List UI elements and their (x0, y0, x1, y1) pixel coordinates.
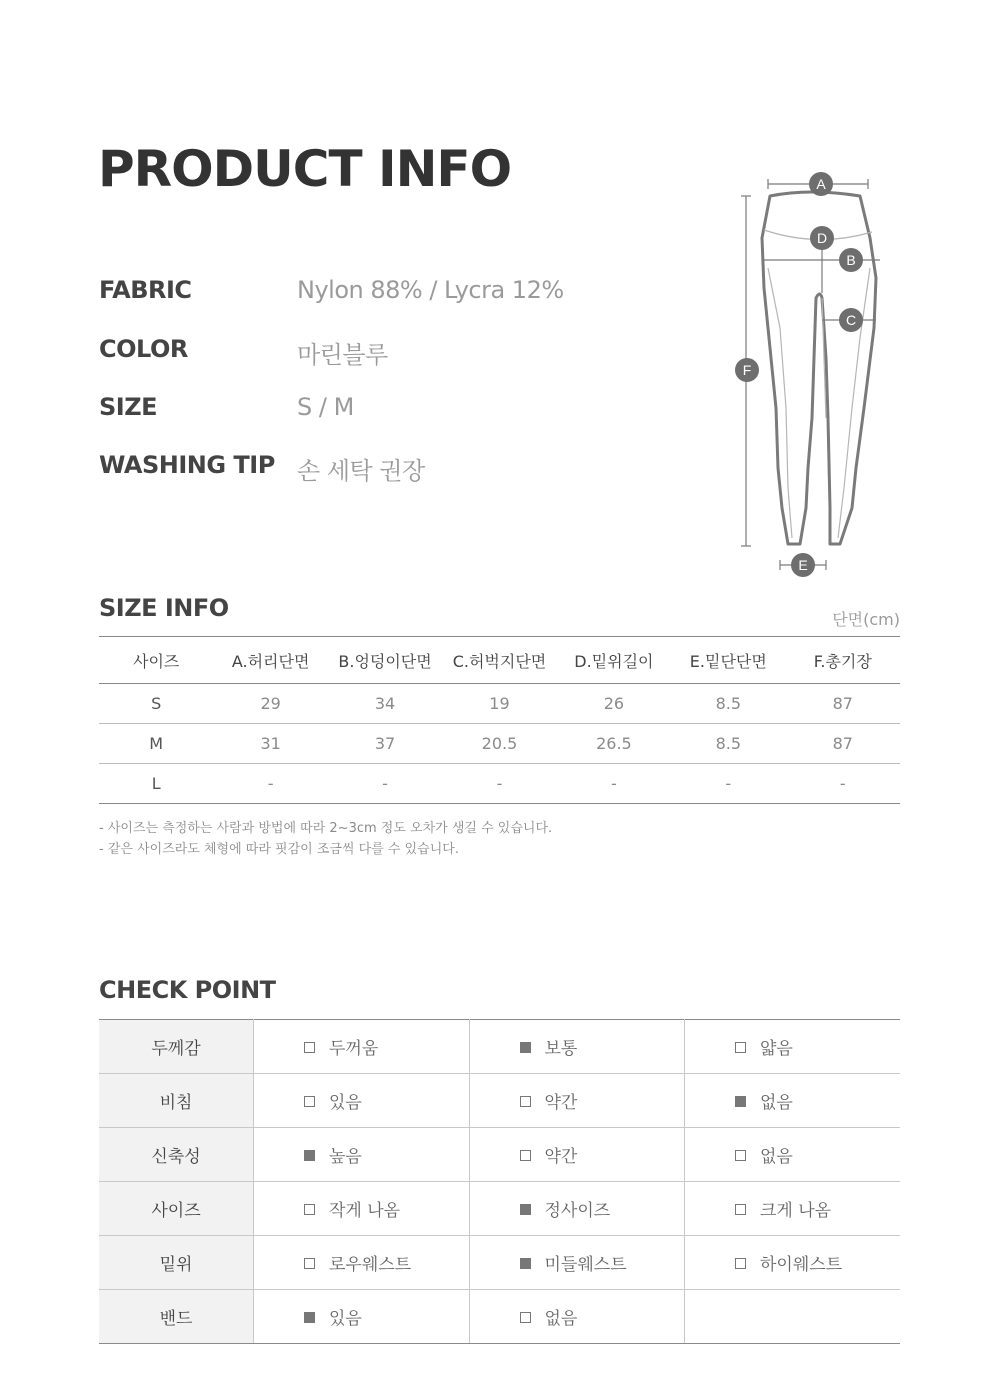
table-cell: - (442, 764, 556, 804)
page-title: PRODUCT INFO (98, 140, 512, 198)
table-cell: 87 (786, 724, 900, 764)
checkbox-checked-icon (304, 1150, 315, 1161)
table-cell: 34 (328, 684, 442, 724)
checkbox-icon (735, 1204, 746, 1215)
checkbox-icon (520, 1150, 531, 1161)
info-row-color (99, 335, 659, 375)
table-cell: 8.5 (671, 684, 785, 724)
check-option: 작게 나옴 (254, 1182, 470, 1236)
info-label: COLOR (99, 335, 188, 363)
checkbox-checked-icon (520, 1258, 531, 1269)
check-option: 없음 (685, 1074, 901, 1128)
check-row-thickness (99, 1020, 900, 1074)
size-unit: 단면(cm) (832, 610, 900, 629)
table-cell: - (671, 764, 785, 804)
table-cell: - (557, 764, 671, 804)
check-row-label: 비침 (99, 1074, 254, 1128)
check-point-table (99, 1019, 900, 1344)
checkbox-checked-icon (735, 1096, 746, 1107)
check-row-label: 신축성 (99, 1128, 254, 1182)
size-note: - 같은 사이즈라도 체형에 따라 핏감이 조금씩 다를 수 있습니다. (99, 842, 459, 857)
info-value: 마린블루 (297, 341, 388, 369)
size-info-title: SIZE INFO (99, 594, 229, 622)
checkbox-checked-icon (304, 1312, 315, 1323)
table-cell: 8.5 (671, 724, 785, 764)
check-option: 크게 나옴 (685, 1182, 901, 1236)
check-option: 약간 (469, 1128, 685, 1182)
size-table (99, 636, 900, 804)
table-cell: - (328, 764, 442, 804)
check-row-label: 사이즈 (99, 1182, 254, 1236)
check-row-band (99, 1290, 900, 1344)
checkbox-icon (735, 1150, 746, 1161)
checkbox-icon (304, 1042, 315, 1053)
table-cell: 31 (213, 724, 327, 764)
table-cell: M (99, 724, 213, 764)
column-header: E.밑단단면 (671, 637, 785, 684)
table-cell: 87 (786, 684, 900, 724)
check-option: 미들웨스트 (469, 1236, 685, 1290)
check-row-label: 밴드 (99, 1290, 254, 1344)
table-cell: S (99, 684, 213, 724)
info-label: SIZE (99, 393, 158, 421)
info-row-size (99, 393, 659, 433)
table-cell: 37 (328, 724, 442, 764)
checkbox-icon (520, 1096, 531, 1107)
checkbox-icon (735, 1042, 746, 1053)
check-row-rise (99, 1236, 900, 1290)
checkbox-icon (304, 1258, 315, 1269)
table-cell: 20.5 (442, 724, 556, 764)
marker-c-label: C (845, 312, 857, 328)
check-option: 높음 (254, 1128, 470, 1182)
info-value: S / M (297, 393, 354, 421)
marker-f-label: F (742, 362, 752, 378)
table-cell: 29 (213, 684, 327, 724)
check-option: 얇음 (685, 1020, 901, 1074)
check-option: 보통 (469, 1020, 685, 1074)
check-option: 없음 (469, 1290, 685, 1344)
marker-e-label: E (798, 557, 808, 573)
column-header: 사이즈 (99, 637, 213, 684)
check-option: 약간 (469, 1074, 685, 1128)
size-notes (99, 818, 552, 860)
check-option: 하이웨스트 (685, 1236, 901, 1290)
check-option: 있음 (254, 1290, 470, 1344)
column-header: A.허리단면 (213, 637, 327, 684)
marker-b-label: B (846, 252, 856, 268)
info-label: WASHING TIP (99, 451, 275, 479)
check-option: 있음 (254, 1074, 470, 1128)
check-option: 두꺼움 (254, 1020, 470, 1074)
check-option: 로우웨스트 (254, 1236, 470, 1290)
marker-a-label: A (816, 176, 826, 192)
check-option: 정사이즈 (469, 1182, 685, 1236)
info-value: 손 세탁 권장 (297, 457, 425, 485)
table-cell: 26.5 (557, 724, 671, 764)
column-header: B.엉덩이단면 (328, 637, 442, 684)
check-point-title: CHECK POINT (99, 976, 276, 1004)
table-row (99, 764, 900, 804)
table-cell: L (99, 764, 213, 804)
check-option-empty (685, 1290, 901, 1344)
checkbox-icon (304, 1204, 315, 1215)
check-row-size (99, 1182, 900, 1236)
marker-d-label: D (816, 230, 828, 246)
checkbox-checked-icon (520, 1042, 531, 1053)
check-row-sheerness (99, 1074, 900, 1128)
table-cell: - (213, 764, 327, 804)
column-header: C.허벅지단면 (442, 637, 556, 684)
size-table-header (99, 637, 900, 684)
check-option: 없음 (685, 1128, 901, 1182)
check-row-stretch (99, 1128, 900, 1182)
table-cell: - (786, 764, 900, 804)
checkbox-icon (735, 1258, 746, 1269)
table-cell: 19 (442, 684, 556, 724)
checkbox-checked-icon (520, 1204, 531, 1215)
column-header: D.밑위길이 (557, 637, 671, 684)
info-row-fabric (99, 276, 659, 316)
info-label: FABRIC (99, 276, 192, 304)
column-header: F.총기장 (786, 637, 900, 684)
info-value: Nylon 88% / Lycra 12% (297, 276, 564, 304)
leggings-measurement-diagram (730, 168, 890, 584)
size-note: - 사이즈는 측정하는 사람과 방법에 따라 2~3cm 정도 오차가 생길 수 있습니다. (99, 821, 553, 836)
check-row-label: 밑위 (99, 1236, 254, 1290)
check-row-label: 두께감 (99, 1020, 254, 1074)
table-row (99, 724, 900, 764)
table-cell: 26 (557, 684, 671, 724)
checkbox-icon (520, 1312, 531, 1323)
table-row (99, 684, 900, 724)
checkbox-icon (304, 1096, 315, 1107)
info-row-washing-tip (99, 451, 659, 491)
